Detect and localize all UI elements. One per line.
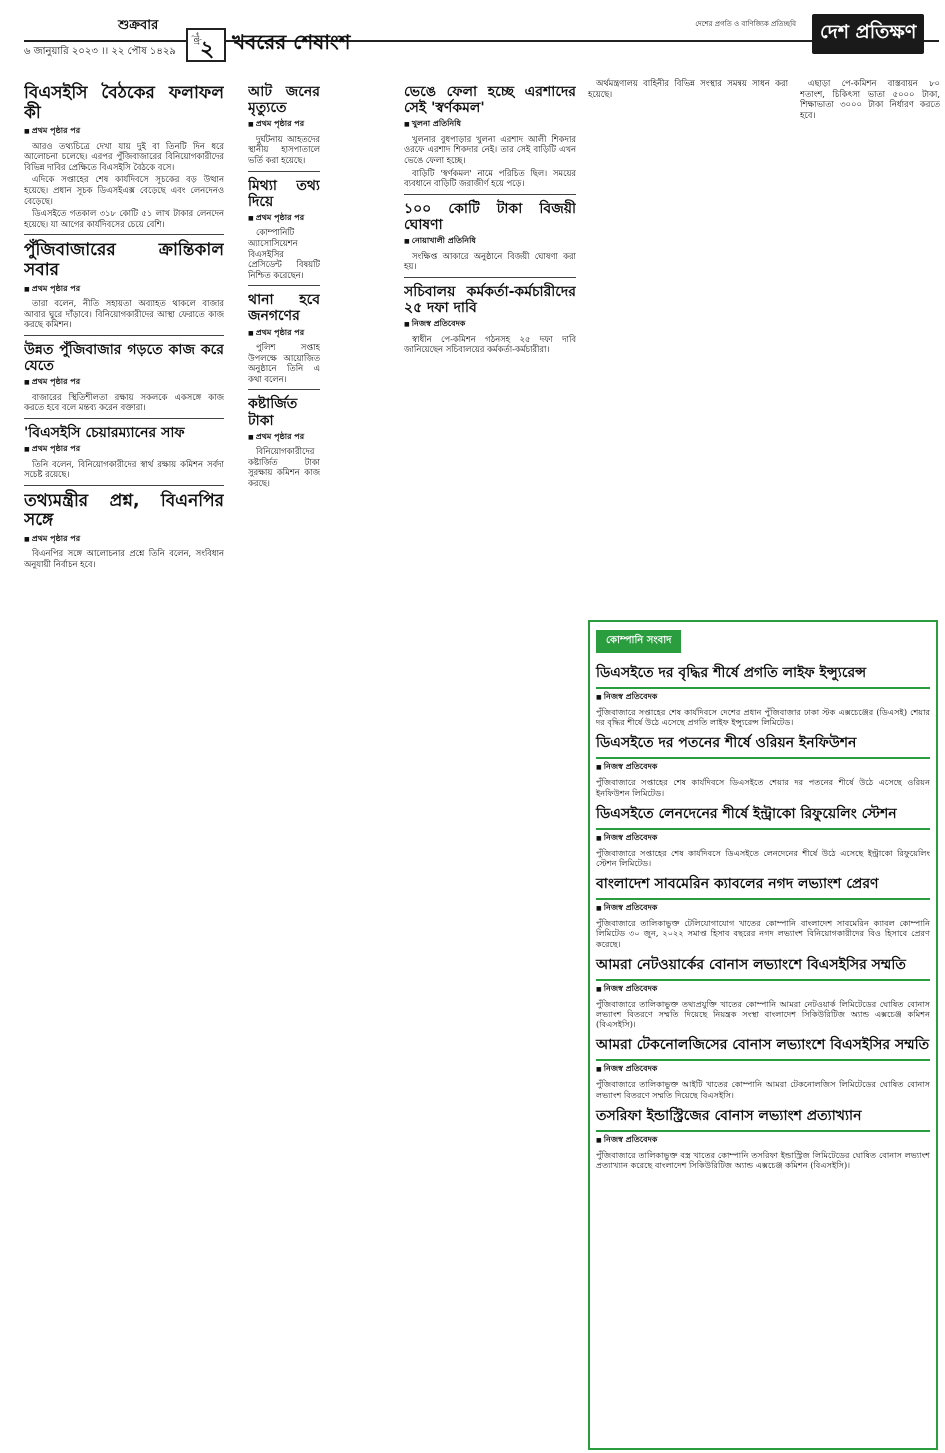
divider [24,335,224,336]
news-body: পুঁজিবাজারে সপ্তাহের শেষ কার্যদিবসে দেশের প্রধান পুঁজিবাজার ঢাকা স্টক এক্সচেঞ্জের (ডিএসই) শেয়ার দর বৃদ্ধির শীর্ষে উঠে এসেছে প্রগতি লাইফ ইন্স্যুরেন্স লিমিটেড। [596,707,930,728]
column-3 [404,78,576,1450]
news-body: পুঁজিবাজারে তালিকাভুক্ত তথ্যপ্রযুক্তি খাতের কোম্পানি আমরা নেটওয়ার্ক লিমিটেডের ঘোষিত বোনাস লভ্যাংশ বিতরণে সম্মতি দিয়েছে নিয়ন্ত্রক সংস্থা বাংলাদেশ সিকিউরিটিজ অ্যান্ড এক্সচেঞ্জ কমিশন (বিএসইসি)। [596,998,930,1030]
article-paragraph: খুলনার বুধপাড়ার খুলনা এরশাদ আলী শিকদার ওরফে এরশাদ শিকদার নেই। তার সেই বাড়িটি এখন ভেঙে ফেলা হচ্ছে। [404,133,576,165]
news-headline: তসরিফা ইন্ডাস্ট্রিজের বোনাস লভ্যাংশ প্রত্যাখ্যান [596,1104,930,1132]
article-paragraph: এছাড়া পে-কমিশন বাস্তবায়ন ৮০ শতাংশ, চিকিৎসা ভাতা ৫০০০ টাকা, শিক্ষাভাতা ৩০০০ টাকা নির্ধারণ করতে হবে। [800,78,940,120]
article-paragraph: স্বাধীন পে-কমিশন গঠনসহ ২৫ দফা দাবি জানিয়েছেন সচিবালয়ের কর্মকর্তা-কর্মচারীরা। [404,333,576,355]
article-headline: মিথ্যা তথ্য দিয়ে [248,177,320,210]
news-headline: আমরা টেকনোলজিসের বোনাস লভ্যাংশে বিএসইসির সম্মতি [596,1033,930,1061]
divider [248,285,320,286]
article-paragraph: দুর্ঘটনায় আহতদের স্থানীয় হাসপাতালে ভর্তি করা হয়েছে। [248,133,320,165]
article-paragraph: পুলিশ সপ্তাহ উপলক্ষে আয়োজিত অনুষ্ঠানে তিনি এ কথা বলেন। [248,342,320,384]
article-body [800,78,940,120]
article-paragraph: তিনি বলেন, বিনিয়োগকারীদের স্বার্থ রক্ষায় কমিশন সর্বদা সচেষ্ট রয়েছে। [24,458,224,480]
news-headline: আমরা নেটওয়ার্কের বোনাস লভ্যাংশে বিএসইসির সম্মতি [596,953,930,981]
article-paragraph: বিএনপির সঙ্গে আলোচনার প্রশ্নে তিনি বলেন, সংবিধান অনুযায়ী নির্বাচন হবে। [24,548,224,570]
article-headline: তথ্যমন্ত্রীর প্রশ্ন, বিএনপির সঙ্গে [24,490,224,531]
news-body: পুঁজিবাজারে তালিকাভুক্ত আইটি খাতের কোম্পানি আমরা টেকনোলজিস লিমিটেডের ঘোষিত বোনাস লভ্যাংশ বিতরণে সম্মতি দিয়েছে বিএসইসি। [596,1079,930,1100]
article-paragraph: বাড়িটি 'স্বর্ণকমল' নামে পরিচিত ছিল। সময়ের ব্যবধানে বাড়িটি জরাজীর্ণ হয়ে পড়ে। [404,167,576,189]
divider [248,171,320,172]
news-byline: ■ নিজস্ব প্রতিবেদক [596,983,930,996]
article-headline: পুঁজিবাজারের ক্রান্তিকাল সবার [24,240,224,280]
news-byline: ■ নিজস্ব প্রতিবেদক [596,832,930,845]
article-body [404,134,576,189]
article-byline: ■ প্রথম পৃষ্ঠার পর [248,212,320,225]
header-rule [24,40,939,42]
article-headline: উন্নত পুঁজিবাজার গড়তে কাজ করে যেতে [24,341,224,374]
article-paragraph: বিনিয়োগকারীদের কষ্টার্জিত টাকা সুরক্ষায় কমিশন কাজ করছে। [248,446,320,489]
article-paragraph: কোম্পানিটি অ্যাসোসিয়েশন বিএসইসির প্রেসিডেন্ট বিষয়টি নিশ্চিত করেছেন। [248,227,320,280]
section-title: খবরের শেষাংশ [232,30,351,54]
article-headline: থানা হবে জনগণের [248,292,320,325]
news-headline: বাংলাদেশ সাবমেরিন ক্যাবলের নগদ লভ্যাংশ প্রেরণ [596,872,930,900]
column-2 [248,78,320,1450]
article-body [24,298,224,330]
article-byline: ■ প্রথম পৃষ্ঠার পর [24,443,224,456]
article-paragraph: অর্থমন্ত্রণালয় বাহিনীর বিভিন্ন সংস্থার সমন্বয় সাধন করা হয়েছে। [588,78,788,99]
page-label: পৃষ্ঠা [192,32,201,45]
issue-date: ৬ জানুয়ারি ২০২৩ ।। ২২ পৌষ ১৪২৯ [24,46,176,57]
article-headline: সচিবালয় কর্মকর্তা-কর্মচারীদের ২৫ দফা দাবি [404,283,576,316]
article-body [404,251,576,272]
column-4-top [588,78,788,614]
article-paragraph: তারা বলেন, নীতি সহায়তা অব্যাহত থাকলে বাজার আবার ঘুরে দাঁড়াবে। বিনিয়োগকারীদের আস্থা ফেরাতে কাজ করছে কমিশন। [24,298,224,330]
news-byline: ■ নিজস্ব প্রতিবেদক [596,902,930,915]
page-number-box [186,28,226,62]
article-headline: 'বিএসইসি চেয়ারম্যানের সাফ [24,424,185,441]
divider [24,418,224,419]
page-number: ২ [200,37,215,62]
divider [24,234,224,235]
column-1 [24,78,224,1450]
article-paragraph: এদিকে সপ্তাহের শেষ কার্যদিবসে সূচকের বড় উত্থান হয়েছে। প্রধান সূচক ডিএসইএক্স বেড়েছে এবং লেনদেনও বেড়েছে। [24,174,224,206]
brand-logo: দেশ প্রতিক্ষণ [812,14,924,54]
article-byline: ■ প্রথম পৃষ্ঠার পর [24,533,224,546]
article-body [24,392,224,413]
news-body: পুঁজিবাজারে সপ্তাহের শেষ কার্যদিবসে ডিএসইতে শেয়ার দর পতনের শীর্ষে উঠে এসেছে ওরিয়ন ইনফিউশন লিমিটেড। [596,777,930,798]
article-paragraph: বাজারের স্থিতিশীলতা রক্ষায় সকলকে একসঙ্গে কাজ করতে হবে বলে মন্তব্য করেন বক্তারা। [24,391,224,413]
article-byline: ■ প্রথম পৃষ্ঠার পর [24,283,224,296]
divider [404,194,576,195]
divider [248,389,320,390]
article-body [24,548,224,569]
article-byline: ■ নোয়াখালী প্রতিনিধি [404,235,576,248]
article-body [24,141,224,230]
article-byline: ■ প্রথম পৃষ্ঠার পর [248,431,320,444]
divider [24,485,224,486]
column-5-top [800,78,940,614]
article-body [248,227,320,280]
article-byline: ■ প্রথম পৃষ্ঠার পর [248,327,320,340]
article-paragraph: সংক্ষিপ্ত আকারে অনুষ্ঠানে বিজয়ী ঘোষণা করা হয়। [404,250,576,272]
issue-day: শুক্রবার [118,18,159,33]
news-body: পুঁজিবাজারে সপ্তাহের শেষ কার্যদিবসে ডিএসইতে লেনদেনের শীর্ষে উঠে এসেছে ইন্ট্রাকো রিফুয়েলিং স্টেশন লিমিটেড। [596,847,930,869]
news-byline: ■ নিজস্ব প্রতিবেদক [596,691,930,704]
news-headline: ডিএসইতে দর পতনের শীর্ষে ওরিয়ন ইনফিউশন [596,731,930,759]
article-byline: ■ প্রথম পৃষ্ঠার পর [24,376,224,389]
article-paragraph: ডিএসইতে গতকাল ৩১৮ কোটি ৫১ লাখ টাকার লেনদেন হয়েছে। যা আগের কার্যদিবসের চেয়ে বেশি। [24,208,224,229]
masthead [0,0,945,78]
article-byline: ■ নিজস্ব প্রতিবেদক [404,318,576,331]
article-byline: ■ খুলনা প্রতিনিধি [404,118,576,131]
article-body [248,446,320,488]
company-news-box [588,620,938,1450]
article-body [248,342,320,384]
article-headline: বিএসইসি বৈঠকের ফলাফল কী [24,83,224,123]
article-headline: কষ্টার্জিত টাকা [248,396,298,429]
news-headline: ডিএসইতে দর বৃদ্ধির শীর্ষে প্রগতি লাইফ ইন্স্যুরেন্স [596,661,930,689]
article-body [588,78,788,99]
news-byline: ■ নিজস্ব প্রতিবেদক [596,1134,930,1147]
news-body: পুঁজিবাজারে তালিকাভুক্ত টেলিযোগাযোগ খাতের কোম্পানি বাংলাদেশ সাবমেরিন ক্যাবল কোম্পানি লিমিটেড ৩০ জুন, ২০২২ সমাপ্ত হিসাব বছরের নগদ লভ্যাংশ বিনিয়োগকারীদের বিও হিসাবে প্রেরণ করেছে। [596,918,930,949]
brand-tagline: দেশের প্রগতি ও বাণিজ্যিক প্রতিচ্ছবি [695,20,796,28]
article-paragraph: আরও তথ্যচিত্রে দেখা যায় দুই বা তিনটি দিন ধরে আলোচনা চলেছে। এরপর পুঁজিবাজারের বিনিয়োগকারীদের বিভিন্ন দাবির প্রেক্ষিতে বিএসইসি বৈঠকে বসে। [24,140,224,172]
article-headline: ১০০ কোটি টাকা বিজয়ী ঘোষণা [404,200,576,233]
article-body [404,334,576,355]
news-body: পুঁজিবাজারে তালিকাভুক্ত বস্ত্র খাতের কোম্পানি তসরিফা ইন্ডাস্ট্রিজ লিমিটেডের ঘোষিত বোনাস লভ্যাংশ প্রত্যাখ্যান করেছে বাংলাদেশ সিকিউরিটিজ অ্যান্ড এক্সচেঞ্জ কমিশন (বিএসইসি)। [596,1149,930,1171]
article-byline: ■ প্রথম পৃষ্ঠার পর [24,125,224,138]
article-body [24,459,224,480]
article-body [248,134,320,166]
news-headline: ডিএসইতে লেনদেনের শীর্ষে ইন্ট্রাকো রিফুয়েলিং স্টেশন [596,802,930,830]
company-news-tab: কোম্পানি সংবাদ [596,630,681,653]
news-byline: ■ নিজস্ব প্রতিবেদক [596,1063,930,1076]
article-headline: ভেঙে ফেলা হচ্ছে এরশাদের সেই 'স্বর্ণকমল' [404,84,576,117]
divider [404,277,576,278]
article-byline: ■ প্রথম পৃষ্ঠার পর [248,118,320,131]
article-headline: আট জনের মৃত্যুতে [248,84,320,117]
news-byline: ■ নিজস্ব প্রতিবেদক [596,761,930,774]
